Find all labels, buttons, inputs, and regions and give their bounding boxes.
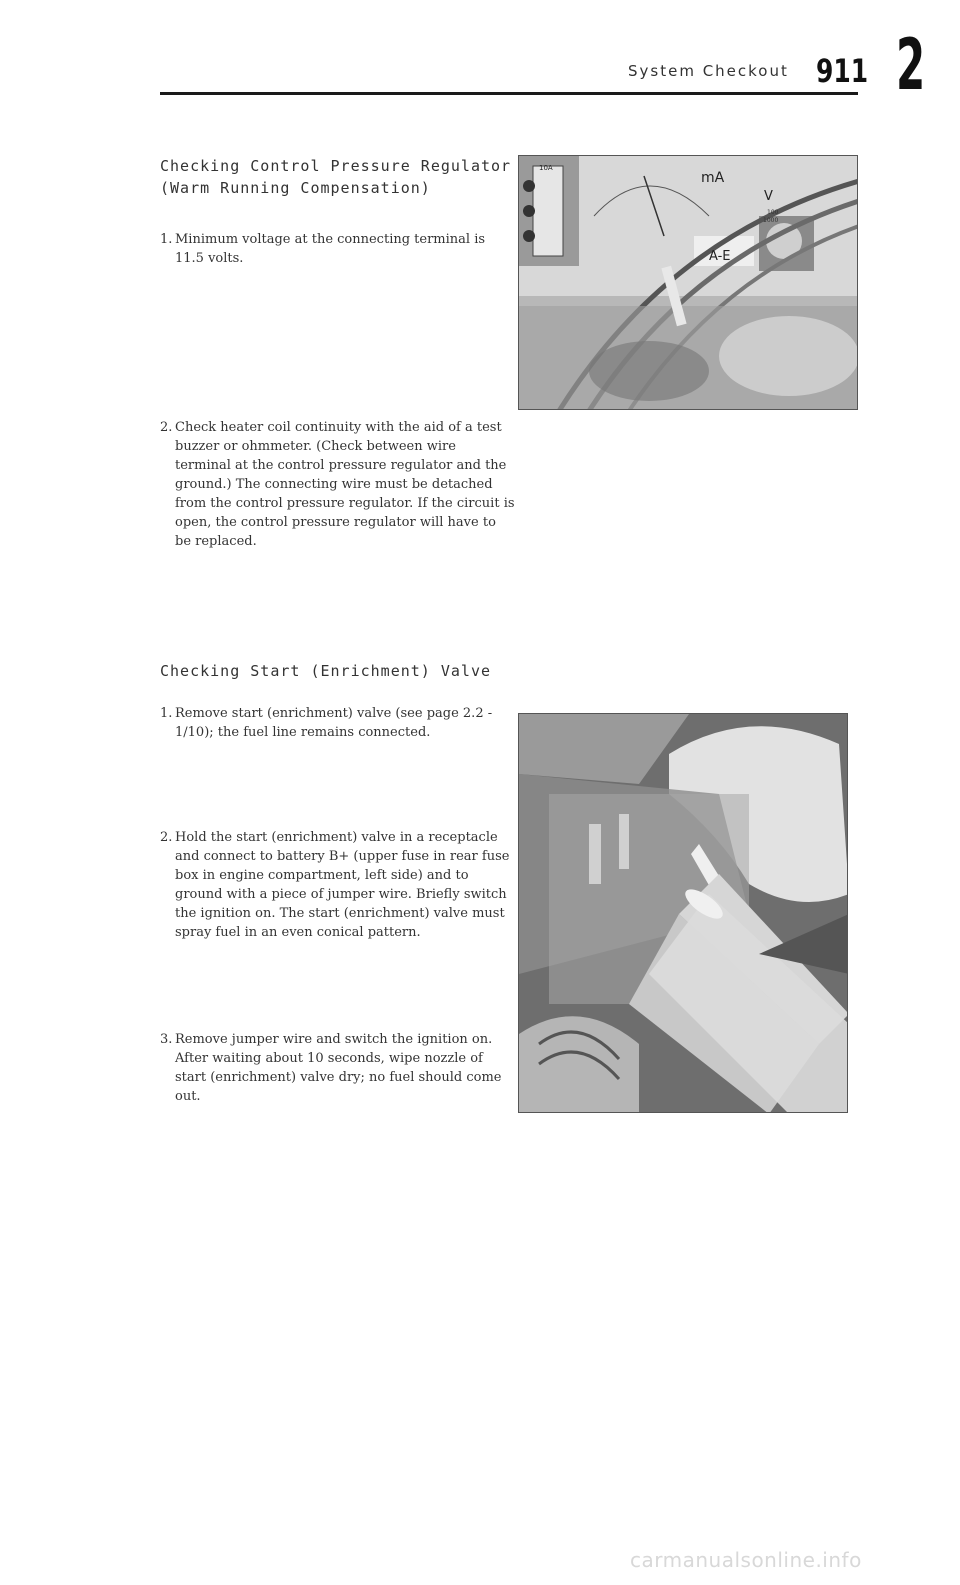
step-number: 1.: [160, 706, 173, 721]
step-number: 2.: [160, 830, 173, 845]
photo-label-ae: A-E: [709, 249, 731, 264]
photo-label-10a: 10A: [539, 164, 553, 172]
section1-heading-line1: Checking Control Pressure Regulator: [160, 157, 512, 175]
section2-step-2: [160, 828, 520, 958]
step-number: 1.: [160, 232, 173, 247]
photo-label-ma: mA: [701, 170, 725, 186]
step-number: 2.: [160, 420, 173, 435]
page-header-model: 911: [816, 52, 869, 90]
section2-step-1: [160, 704, 520, 744]
header-rule: [160, 92, 858, 95]
section1-step-2: [160, 418, 520, 548]
page-header-chapter: 2: [896, 24, 926, 106]
step-text: Remove start (enrichment) valve (see page 2.2 - 1/10); the fuel line remains connected.: [175, 706, 493, 740]
section2-heading: Checking Start (Enrichment) Valve: [160, 662, 492, 680]
section2-step-3: [160, 1030, 520, 1110]
page-header-title: System Checkout: [628, 62, 789, 80]
photo-label-1000: 1000: [763, 217, 779, 224]
test-instrument-image: [519, 156, 858, 410]
section1-heading: [160, 155, 511, 199]
photo-label-v: V: [764, 189, 773, 204]
start-valve-test-image: [519, 714, 848, 1113]
step-text: Minimum voltage at the connecting terminal is 11.5 volts.: [175, 232, 486, 266]
step-text: Remove jumper wire and switch the ignition on. After waiting about 10 seconds, wipe nozzle of start (enrichment) valve dry; no fuel should come out.: [175, 1032, 502, 1104]
photo-test-instrument: [518, 155, 858, 410]
section1-step-1: [160, 230, 520, 270]
watermark: carmanualsonline.info: [630, 1548, 862, 1572]
step-number: 3.: [160, 1032, 173, 1047]
section1-heading-line2: (Warm Running Compensation): [160, 179, 431, 197]
step-text: Check heater coil continuity with the aid of a test buzzer or ohmmeter. (Check between wire terminal at the control pressure regulator and the ground.) The connecting wire must be detached from the control pressure regulator. If the circuit is open, the control pressure regulator will have to be replaced.: [175, 420, 515, 549]
step-text: Hold the start (enrichment) valve in a receptacle and connect to battery B+ (upper fuse in rear fuse box in engine compartment, left side) and to ground with a piece of jumper wire. Briefly switch the ignition on. The start (enrichment) valve must spray fuel in an even conical pattern.: [175, 830, 510, 940]
photo-start-valve-test: [518, 713, 848, 1113]
photo-label-100: 100: [767, 209, 779, 216]
